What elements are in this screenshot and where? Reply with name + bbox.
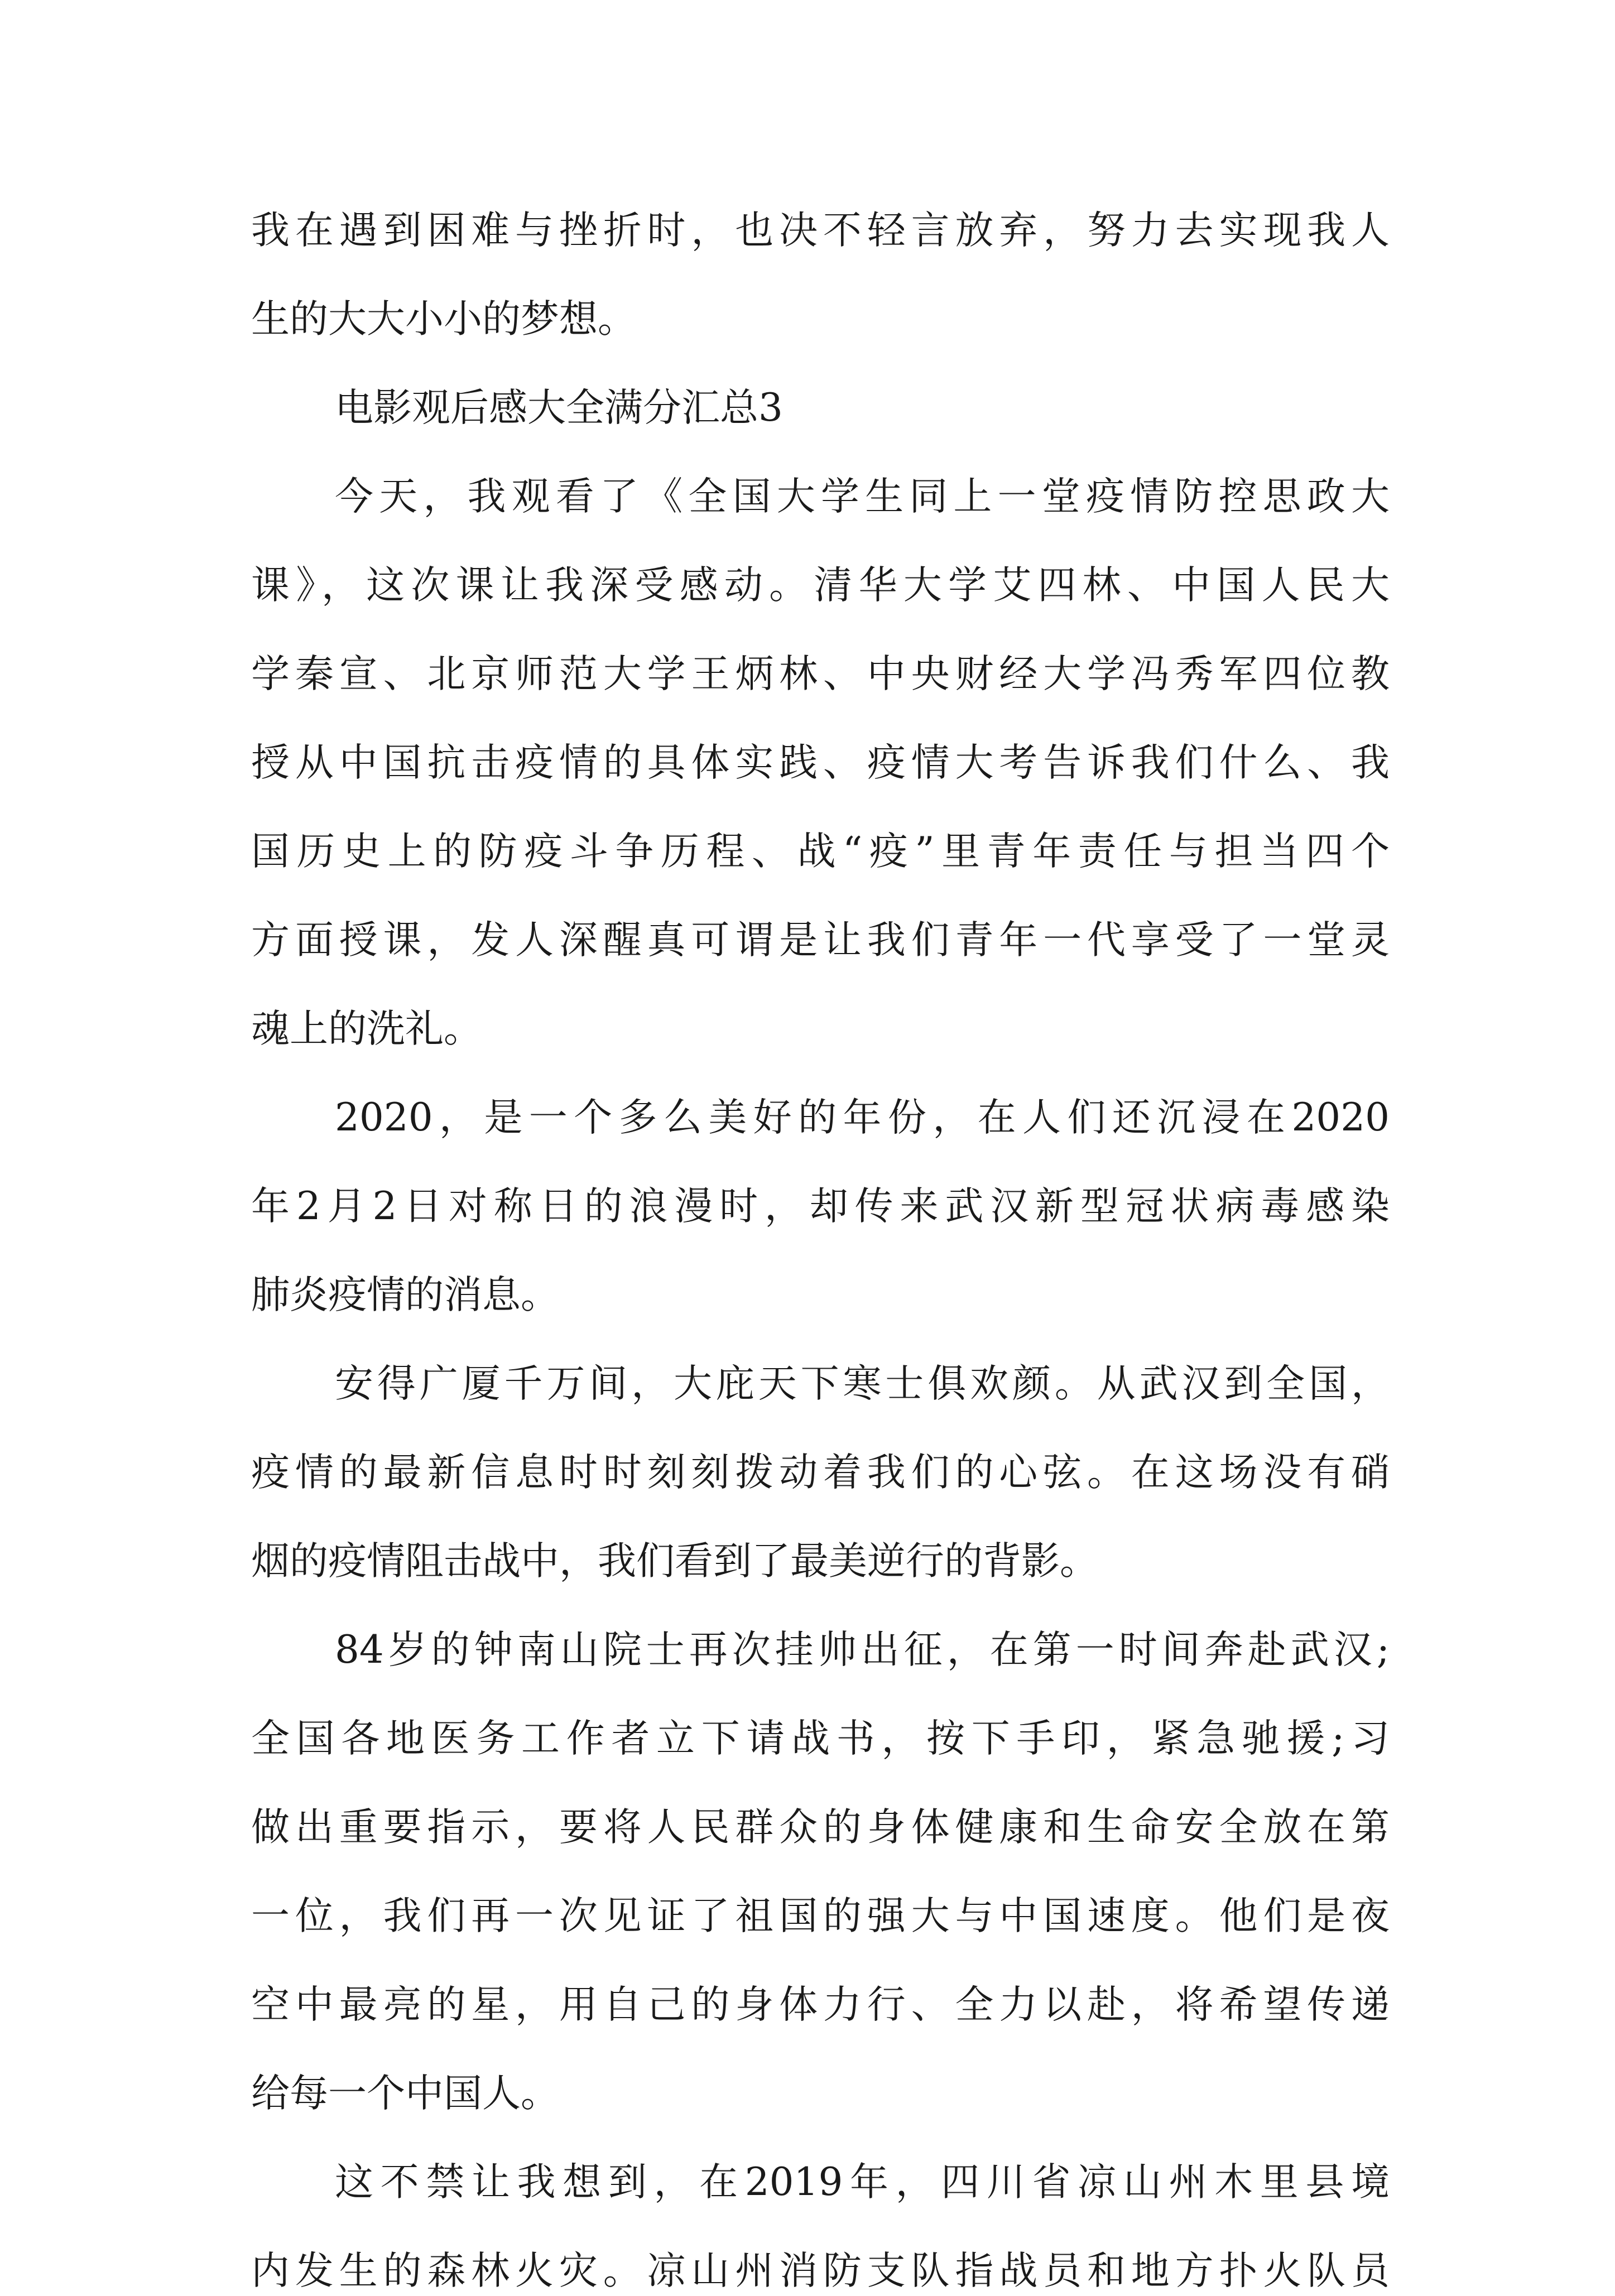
- body-text-line: 全国各地医务工作者立下请战书，按下手印，紧急驰援;习: [251, 1716, 1390, 1761]
- body-text-line: 一位，我们再一次见证了祖国的强大与中国速度。他们是夜: [251, 1894, 1390, 1938]
- body-text-line: 烟的疫情阻击战中，我们看到了最美逆行的背影。: [251, 1539, 1098, 1583]
- body-text-line: 2020，是一个多么美好的年份，在人们还沉浸在2020: [335, 1095, 1390, 1140]
- section-heading: 电影观后感大全满分汇总3: [335, 386, 783, 430]
- body-text-line: 国历史上的防疫斗争历程、战“疫”里青年责任与担当四个: [251, 829, 1390, 874]
- body-text-line: 我在遇到困难与挫折时，也决不轻言放弃，努力去实现我人: [251, 208, 1390, 253]
- body-text-line: 方面授课，发人深醒真可谓是让我们青年一代享受了一堂灵: [251, 918, 1390, 962]
- body-text-line: 做出重要指示，要将人民群众的身体健康和生命安全放在第: [251, 1805, 1390, 1850]
- body-text-line: 疫情的最新信息时时刻刻拨动着我们的心弦。在这场没有硝: [251, 1450, 1390, 1495]
- body-text-line: 安得广厦千万间，大庇天下寒士俱欢颜。从武汉到全国，: [335, 1361, 1390, 1406]
- body-text-line: 生的大大小小的梦想。: [251, 297, 636, 341]
- body-text-line: 今天，我观看了《全国大学生同上一堂疫情防控思政大: [335, 474, 1390, 519]
- body-text-line: 肺炎疫情的消息。: [251, 1273, 559, 1317]
- body-text-line: 这不禁让我想到，在2019年，四川省凉山州木里县境: [335, 2160, 1390, 2204]
- body-text-line: 魂上的洗礼。: [251, 1007, 482, 1051]
- body-text-line: 年2月2日对称日的浪漫时，却传来武汉新型冠状病毒感染: [251, 1184, 1390, 1229]
- body-text-line: 84岁的钟南山院士再次挂帅出征，在第一时间奔赴武汉;: [335, 1628, 1390, 1672]
- body-text-line: 课》，这次课让我深受感动。清华大学艾四林、中国人民大: [251, 563, 1390, 608]
- body-text-line: 给每一个中国人。: [251, 2071, 559, 2116]
- body-text-line: 内发生的森林火灾。凉山州消防支队指战员和地方扑火队员: [251, 2249, 1390, 2293]
- body-text-line: 学秦宣、北京师范大学王炳林、中央财经大学冯秀军四位教: [251, 652, 1390, 696]
- body-text-line: 授从中国抗击疫情的具体实践、疫情大考告诉我们什么、我: [251, 740, 1390, 785]
- body-text-line: 空中最亮的星，用自己的身体力行、全力以赴，将希望传递: [251, 1982, 1390, 2027]
